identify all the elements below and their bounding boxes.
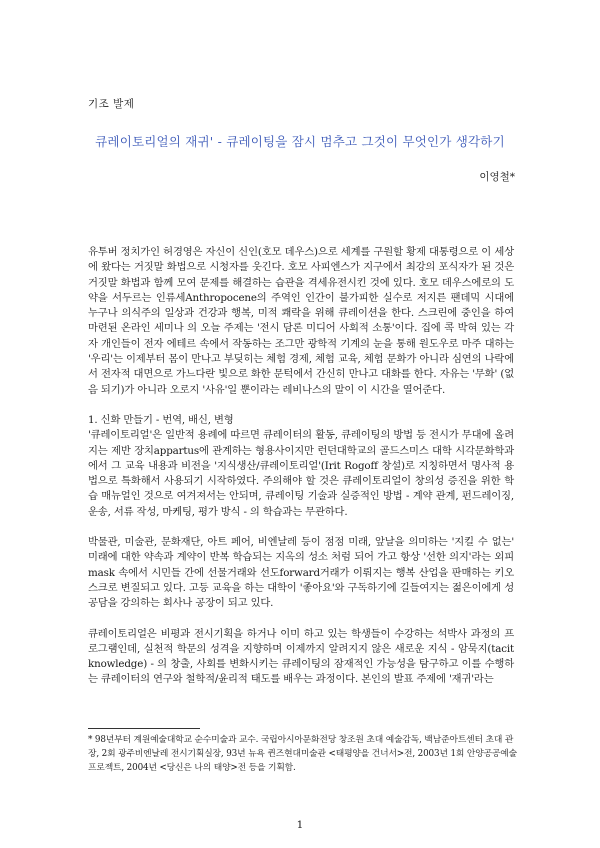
section-heading: 1. 신화 만들기 - 번역, 배신, 변형: [88, 413, 234, 426]
paragraph-curatorial: '큐레이토리얼'은 일반적 용례에 따르면 큐레이터의 활동, 큐레이팅의 방법 등 전시가 무대에 올려지는 제반 장치appartus에 관계하는 형용사이지만 런던대학교의 골드스미스 대학 시각문화학과에서 그 교육 내용과 비전을 '지식생산/큐레이토리얼'(Irit Rogoff 창설)로 지칭하면서 명사적 용법으로 특화해서 사용되기 시작하였다. 주의해야 할 것은 큐레이토리얼이 창의성 증진을 위한 학습 매뉴얼인 것으로 여겨져서는 안되며, 큐레이팅 기술과 실증적인 방법 - 계약 관계, 펀드레이징, 운송, 서류 작성, 마케팅, 평가 방식 - 의 학습과는 무관하다.: [88, 429, 514, 518]
footnote-divider: [88, 728, 200, 729]
body-text: [88, 245, 514, 703]
section-label: 기조 발제: [88, 98, 135, 110]
page-number: 1: [296, 819, 304, 831]
footnote: * 98년부터 계원예술대학교 순수미술과 교수. 국립아시아문화전당 창조원 초대 예술감독, 백남준아트센터 초대 관장, 2회 광주비엔날레 전시기획실장, 93년 뉴욕 퀸즈현대미술관 <태평양을 건너서>전, 2003년 1회 안양공공예술프로젝트, 2004년 <당신은 나의 태양>전 등을 기획함.: [88, 735, 517, 773]
paragraph-program: 큐레이토리얼은 비평과 전시기획을 하거나 이미 하고 있는 학생들이 수강하는 석박사 과정의 프로그램인데, 실천적 학문의 성격을 지향하며 이제까지 알려지지 않은 새로운 지식 - 암묵지(tacit knowledge) - 의 창출, 사회를 변화시키는 큐레이팅의 잠재적인 가능성을 탐구하고 이를 수행하는 큐레이터의 연구와 철학적/윤리적 태도를 배우는 과정이다. 본인의 발표 주제에 '재귀'라는: [88, 627, 514, 686]
author-name: 이영철*: [479, 171, 515, 183]
page-title: 큐레이토리얼의 재귀' - 큐레이팅을 잠시 멈추고 그것이 무엇인가 생각하기: [95, 134, 505, 149]
paragraph-intro: 유투버 정치가인 허경영은 자신이 신인(호모 데우스)으로 세계를 구원할 황제 대통령으로 이 세상에 왔다는 거짓말 화법으로 시청자를 웃긴다. 호모 사피엔스가 지구에서 최강의 포식자가 된 것은 거짓말 화법과 함께 모여 문제를 해결하는 습관을 격세유전시킨 것에 있다. 호모 데우스에로의 도약을 서두르는 인류세Anthropocene의 주역인 인간이 불가피한 실수로 저지른 팬데믹 시대에 누구나 의식주의 일상과 건강과 행복, 미적 쾌락을 위해 큐레이션을 한다. 스크린에 중인을 하여 마련된 온라인 세미나 의 오늘 주제는 '전시 담론 미디어 사회적 소통'이다. 집에 콕 박혀 있는 각자 개인들이 전자 에테르 속에서 작동하는 조그만 광학적 기계의 눈을 통해 원도우로 마주 대하는 '우리'는 이제부터 몸이 만나고 부딪히는 체험 경제, 체험 교육, 체험 문화가 아니라 심연의 나락에서 전자적 대면으로 가느다란 빛으로 화한 문턱에서 간신히 만나고 대화를 한다. 자유는 '무화' (없음 되기)가 아니라 오로지 '사유'일 뿐이라는 레비나스의 말이 이 시간을 열어준다.: [88, 246, 514, 396]
paragraph-institutions: 박물관, 미술관, 문화재단, 아트 페어, 비엔날레 등이 점점 미래, 앞날을 의미하는 '지킬 수 없는' 미래에 대한 약속과 계약이 반복 학습되는 지옥의 성소 처럼 되어 가고 항상 '선한 의지'라는 외피mask 속에서 시민들 간에 선물거래와 선도forward거래가 이뤄지는 행복 산업을 판매하는 키오스크로 변질되고 있다. 고등 교육을 하는 대학이 '좋아요'와 구독하기에 길들여지는 젊은이에게 성공담을 강의하는 회사나 공장이 되고 있다.: [88, 536, 514, 610]
